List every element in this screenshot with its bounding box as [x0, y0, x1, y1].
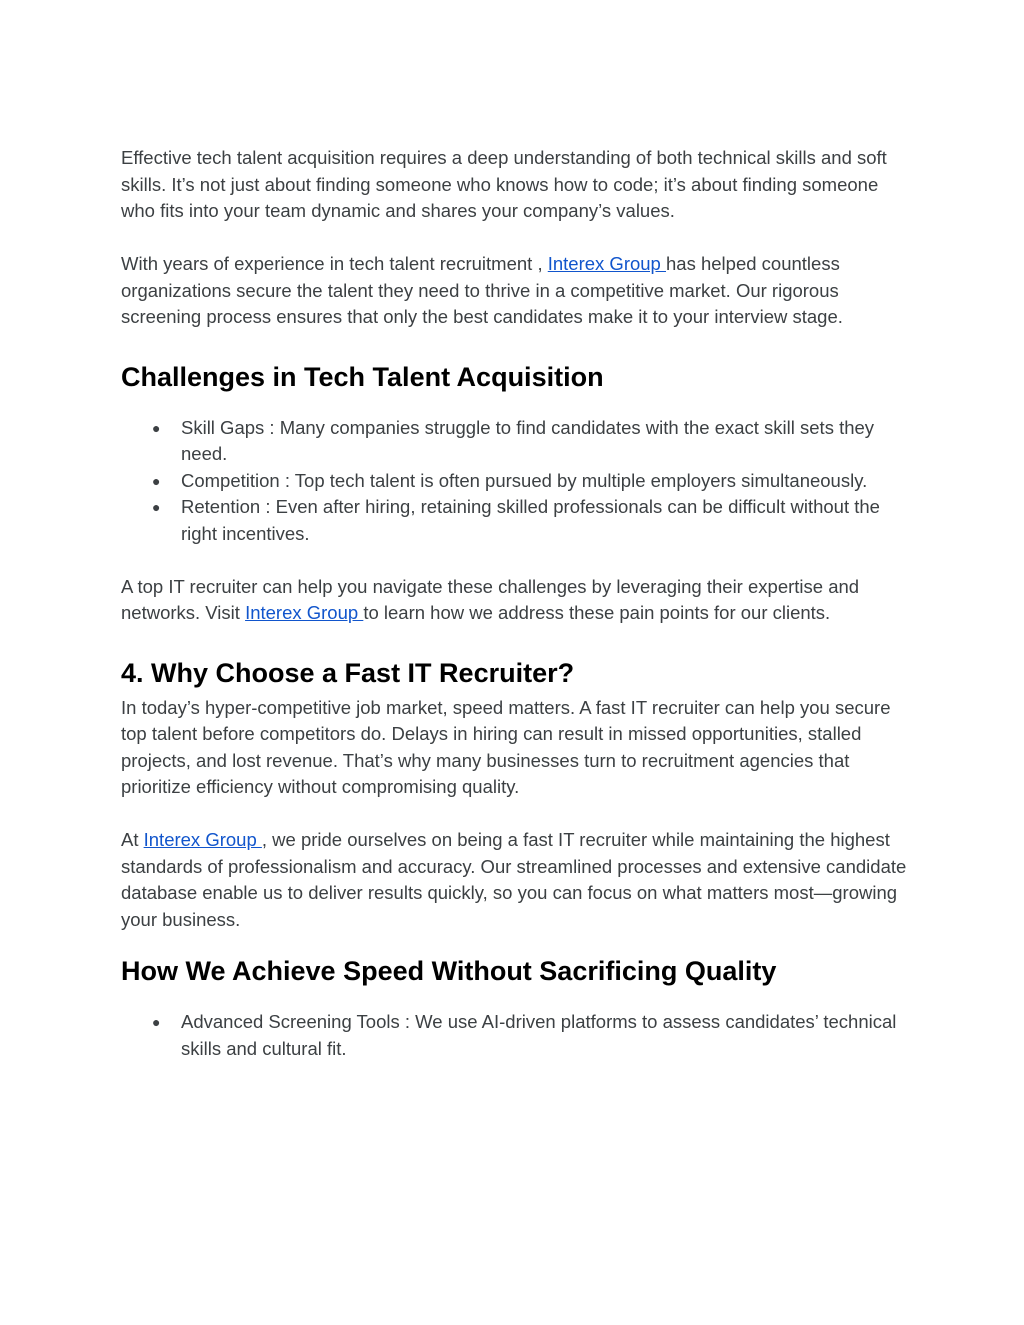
pride-text-start: At — [121, 829, 144, 850]
list-item-text: Retention : Even after hiring, retaining skilled professionals can be difficult without the right incentives. — [181, 496, 880, 544]
list-item — [121, 415, 911, 468]
interex-group-link[interactable]: Interex Group — [547, 253, 666, 274]
bullet-icon: ● — [152, 419, 161, 436]
pride-paragraph — [121, 827, 911, 933]
why-fast-recruiter-heading: 4. Why Choose a Fast IT Recruiter? — [121, 657, 575, 688]
list-item-text: Skill Gaps : Many companies struggle to find candidates with the exact skill sets they need. — [181, 416, 875, 464]
bullet-icon: ● — [152, 499, 161, 515]
interex-group-link[interactable]: Interex Group — [245, 602, 364, 623]
bullet-icon: ● — [152, 1014, 161, 1030]
pride-text-end: , we pride ourselves on being a fast IT recruiter while maintaining the highest standards of professionalism and accuracy. Our streamlined processes and extensive candidate database enable us to deliver results quickly, so you can focus on what matters most—growing your business. — [121, 829, 907, 930]
recruiter-text-end: to learn how we address these pain points for our clients. — [363, 602, 831, 623]
interex-group-link[interactable]: Interex Group — [143, 829, 262, 850]
intro-paragraph: Effective tech talent acquisition requires a deep understanding of both technical skills and soft skills. It’s not just about finding someone who knows how to code; it’s about finding someone who fits into your team dynamic and shares your company’s values. — [121, 147, 887, 221]
list-item-text: Advanced Screening Tools : We use AI-driven platforms to assess candidates’ technical skills and cultural fit. — [181, 1011, 897, 1059]
experience-text-start: With years of experience in tech talent recruitment , — [121, 253, 548, 274]
experience-text-end: has helped countless organizations secure the talent they need to thrive in a competitive market. Our rigorous screening process ensures that only the best candidates make it to your interview stage. — [121, 253, 843, 327]
speed-matters-paragraph: In today’s hyper-competitive job market, speed matters. A fast IT recruiter can help you secure top talent before competitors do. Delays in hiring can result in missed opportunities, stalled projects, and lost revenue. That’s why many businesses turn to recruitment agencies that prioritize efficiency without compromising quality. — [121, 696, 891, 797]
list-item — [121, 1009, 911, 1062]
challenges-heading: Challenges in Tech Talent Acquisition — [121, 361, 604, 392]
challenges-list — [121, 415, 911, 548]
list-item — [121, 468, 911, 495]
list-item — [121, 494, 911, 547]
recruiter-text-start: A top IT recruiter can help you navigate these challenges by leveraging their expertise and networks. Visit — [121, 575, 860, 623]
how-speed-heading: How We Achieve Speed Without Sacrificing Quality — [121, 956, 777, 986]
document-page — [121, 145, 911, 1062]
experience-paragraph — [121, 251, 911, 331]
recruiter-paragraph — [121, 574, 911, 627]
list-item-text: Competition : Top tech talent is often pursued by multiple employers simultaneously. — [181, 469, 868, 491]
bullet-icon: ● — [152, 472, 161, 489]
speed-list — [121, 1009, 911, 1062]
